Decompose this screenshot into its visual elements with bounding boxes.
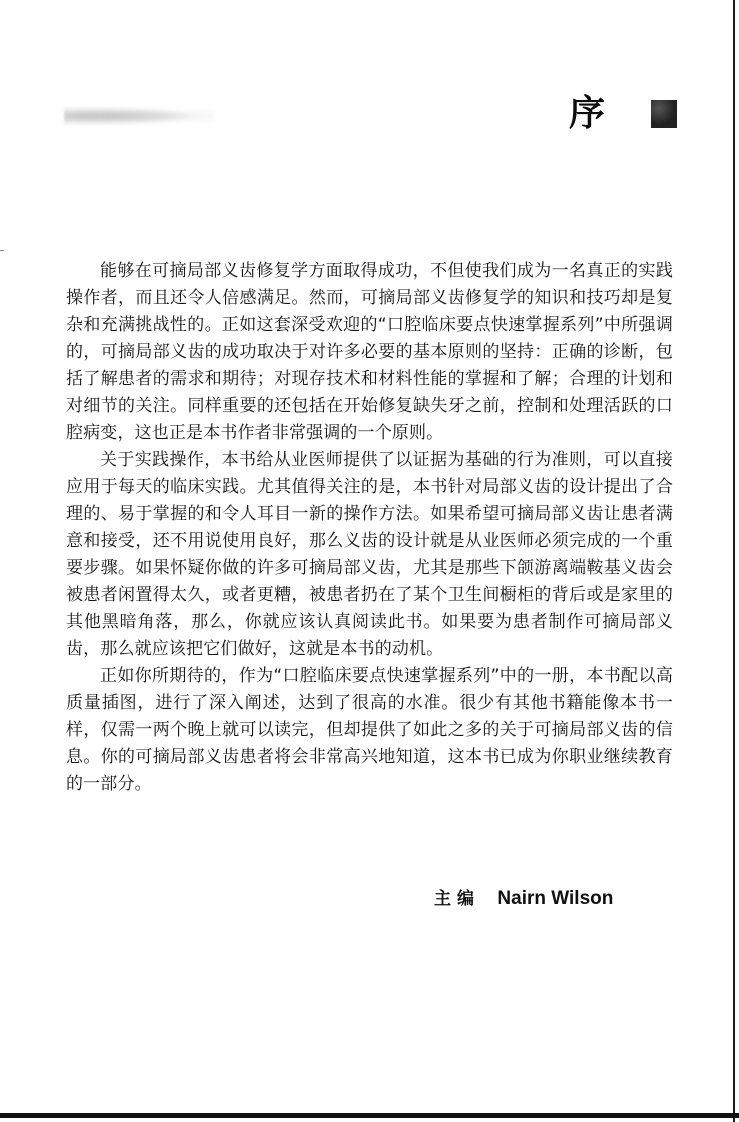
heading-ornament-square (651, 100, 677, 128)
paragraph-1: 能够在可摘局部义齿修复学方面取得成功，不但使我们成为一名真正的实践操作者，而且还令人倍感满足。然而，可摘局部义齿修复学的知识和技巧却是复杂和充满挑战性的。正如这套深受欢迎的“口腔临床要点快速掌握系列”中所强调的，可摘局部义齿的成功取决于对许多必要的基本原则的坚持：正确的诊断，包括了解患者的需求和期待；对现存技术和材料性能的掌握和了解；合理的计划和对细节的关注。同样重要的还包括在开始修复缺失牙之前，控制和处理活跃的口腔病变，这也正是本书作者非常强调的一个原则。 (66, 261, 673, 443)
paragraph-3: 正如你所期待的，作为“口腔临床要点快速掌握系列”中的一册，本书配以高质量插图，进行了深入阐述，达到了很高的水准。很少有其他书籍能像本书一样，仅需一两个晚上就可以读完，但却提供了如此之多的关于可摘局部义齿的信息。你的可摘局部义齿患者将会非常高兴地知道，这本书已成为你职业继续教育的一部分。 (66, 666, 673, 794)
page-edge-bottom (0, 1113, 739, 1118)
margin-tick (0, 250, 4, 251)
signature-role: 主编 (434, 889, 480, 909)
paragraph-2: 关于实践操作，本书给从业医师提供了以证据为基础的行为准则，可以直接应用于每天的临床实践。尤其值得关注的是，本书针对局部义齿的设计提出了合理的、易于掌握的和令人耳目一新的操作方法。如果希望可摘局部义齿让患者满意和接受，还不用说使用良好，那么义齿的设计就是从业医师必须完成的一个重要步骤。如果怀疑你做的许多可摘局部义齿，尤其是那些下颌游离端鞍基义齿会被患者闲置得太久，或者更糟，被患者扔在了某个卫生间橱柜的背后或是家里的其他黑暗角落，那么，你就应该认真阅读此书。如果要为患者制作可摘局部义齿，那么就应该把它们做好，这就是本书的动机。 (66, 450, 673, 659)
signature (434, 886, 613, 912)
scan-bleed-through (64, 104, 214, 128)
preface-heading: 序 (569, 93, 606, 134)
page-edge-right (733, 0, 735, 1122)
preface-body (66, 258, 673, 798)
signature-name: Nairn Wilson (497, 888, 614, 909)
